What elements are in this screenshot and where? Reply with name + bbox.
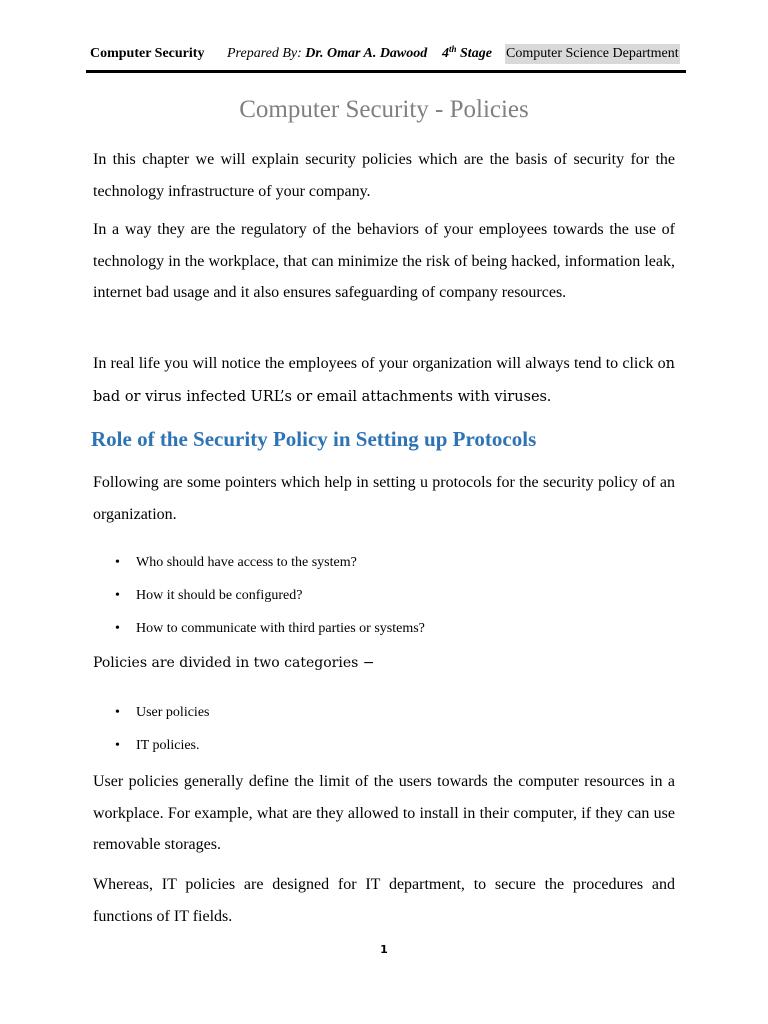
list-item [93, 620, 425, 653]
bullet-icon: • [115, 555, 120, 570]
section-lead: Following are some pointers which help in setting u protocols for the security policy of an organization. [93, 474, 675, 523]
header-course: Computer Security [90, 46, 205, 61]
intro-paragraph-3 [93, 348, 675, 413]
list-item [93, 554, 425, 587]
it-policies-paragraph: Whereas, IT policies are designed for IT department, to secure the procedures and functions of IT fields. [93, 876, 675, 925]
bullet-icon: • [115, 621, 120, 636]
section-heading: Role of the Security Policy in Setting up Protocols [91, 427, 537, 451]
header-stage-word: Stage [456, 46, 492, 61]
list-item [93, 704, 209, 737]
category-list [93, 704, 209, 770]
bullet-icon: • [115, 705, 120, 720]
bullet-icon: • [115, 738, 120, 753]
list-item-text: User policies [136, 705, 210, 720]
user-policies-paragraph: User policies generally define the limit of the users towards the computer resources in a workplace. For example, what are they allowed to install in their computer, if they can use removable storages. [93, 773, 675, 853]
header-stage-num: 4 [442, 46, 449, 61]
intro-p3-start: In real life you will notice the employees of your organization will always tend to click o [93, 355, 666, 372]
list-item-text: Who should have access to the system? [136, 555, 357, 570]
header-author: Dr. Omar A. Dawood [305, 46, 428, 61]
header-prepared-by [227, 44, 427, 64]
list-item [93, 587, 425, 620]
list-item-text: IT policies. [136, 738, 200, 753]
pointer-list [93, 554, 425, 653]
header-department: Computer Science Department [505, 44, 680, 64]
categories-label: Policies are divided in two categories − [93, 655, 375, 671]
intro-p3-end: . [547, 387, 551, 405]
intro-paragraph-2: In a way they are the regulatory of the behaviors of your employees towards the use of technology in the workplace, that can minimize the risk of being hacked, information leak, internet bad usage and it also ensures safeguarding of company resources. [93, 221, 675, 301]
page-number: 1 [380, 943, 388, 956]
list-item-text: How to communicate with third parties or systems? [136, 621, 425, 636]
header-prepared-label: Prepared By: [227, 46, 306, 61]
header-rule [86, 70, 686, 73]
page-title: Computer Security - Policies [239, 96, 529, 123]
header-stage-sup: th [449, 44, 457, 54]
header-stage [442, 44, 492, 64]
intro-p3-emphasis: n bad or virus infected URL’s or email attachments with viruses [93, 356, 675, 405]
intro-paragraph-1: In this chapter we will explain security policies which are the basis of security for the technology infrastructure of your company. [93, 151, 675, 200]
bullet-icon: • [115, 588, 120, 603]
list-item-text: How it should be configured? [136, 588, 303, 603]
